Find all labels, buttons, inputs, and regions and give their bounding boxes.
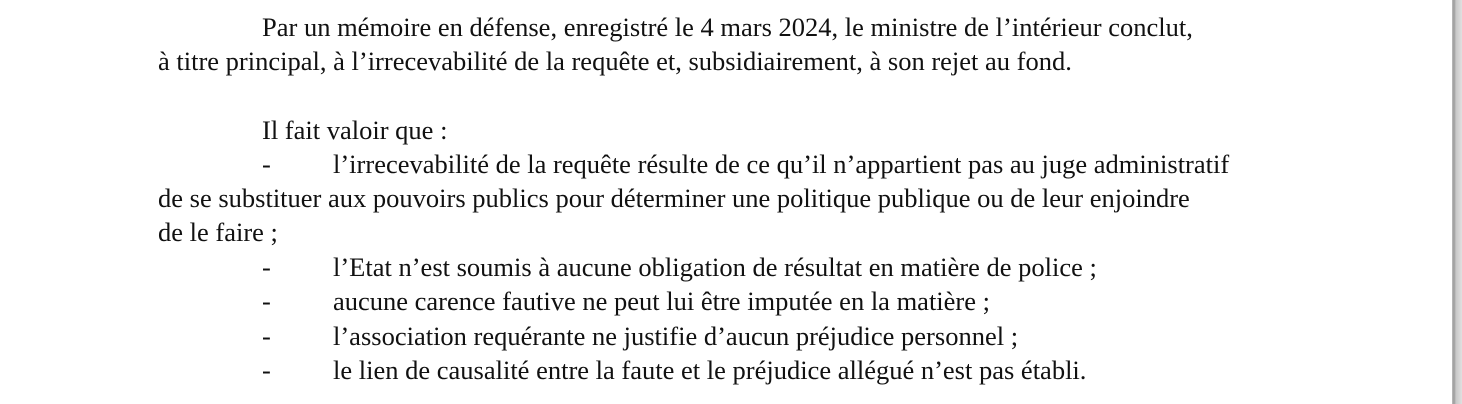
bullet-marker-2: -: [262, 252, 271, 282]
bullet-1-line-2: de se substituer aux pouvoirs publics pour déterminer une politique publique ou de leur enjoindre: [158, 183, 1190, 213]
bullet-4-line-1: l’association requérante ne justifie d’aucun préjudice personnel ;: [333, 321, 1019, 351]
bullet-5-line-1: le lien de causalité entre la faute et le préjudice allégué n’est pas établi.: [333, 355, 1087, 385]
bullet-3-line-1: aucune carence fautive ne peut lui être imputée en la matière ;: [333, 286, 991, 316]
bullet-1-line-1: l’irrecevabilité de la requête résulte de ce qu’il n’appartient pas au juge administratif: [333, 149, 1230, 179]
bullet-marker-5: -: [262, 355, 271, 385]
paragraph-2-intro: Il fait valoir que :: [262, 115, 448, 145]
bullet-1-line-3: de le faire ;: [158, 217, 278, 247]
paragraph-1-line-2: à titre principal, à l’irrecevabilité de la requête et, subsidiairement, à son rejet au fond.: [158, 46, 1072, 76]
paragraph-1-line-1: Par un mémoire en défense, enregistré le 4 mars 2024, le ministre de l’intérieur conclut,: [262, 12, 1193, 42]
bullet-marker-1: -: [262, 149, 271, 179]
page-edge-shadow: [1452, 0, 1462, 404]
bullet-marker-3: -: [262, 286, 271, 316]
bullet-2-line-1: l’Etat n’est soumis à aucune obligation de résultat en matière de police ;: [333, 252, 1097, 282]
bullet-marker-4: -: [262, 321, 271, 351]
